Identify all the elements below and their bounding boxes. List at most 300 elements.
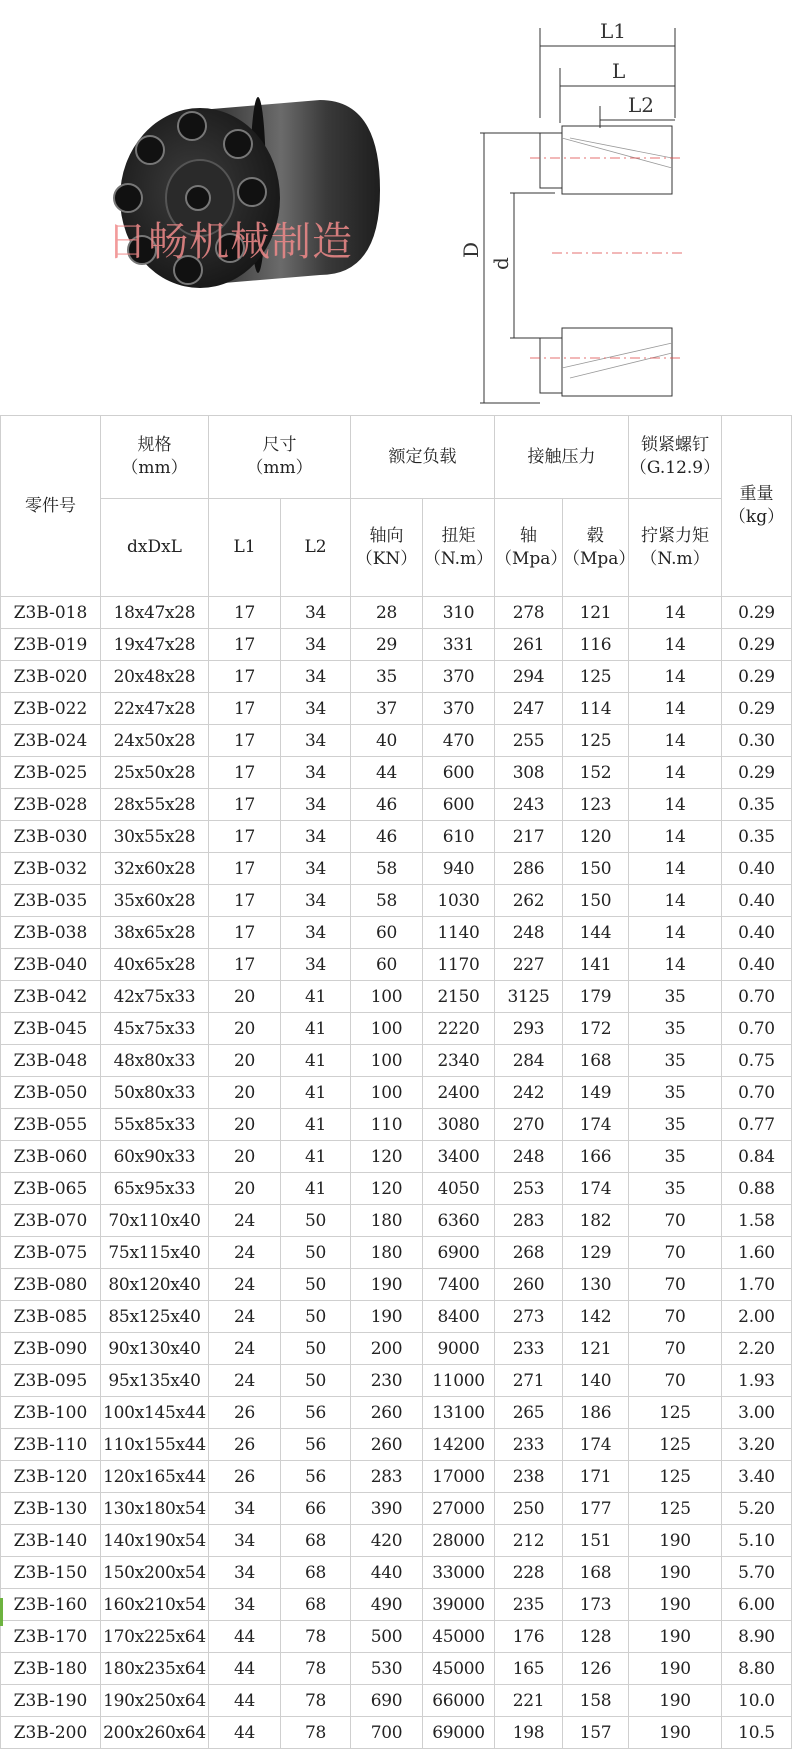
table-cell: 34 [209, 1557, 281, 1589]
table-cell: 174 [563, 1109, 629, 1141]
table-cell: 2400 [423, 1077, 495, 1109]
table-cell: 149 [563, 1077, 629, 1109]
header-illustration [0, 0, 791, 415]
table-cell: 110x155x44 [101, 1429, 209, 1461]
table-cell: Z3B-190 [1, 1685, 101, 1717]
table-cell: 34 [281, 821, 351, 853]
table-cell: 1.93 [722, 1365, 792, 1397]
table-cell: 190 [629, 1621, 722, 1653]
table-cell: 310 [423, 597, 495, 629]
table-cell: Z3B-200 [1, 1717, 101, 1749]
table-cell: 17 [209, 821, 281, 853]
table-cell: Z3B-065 [1, 1173, 101, 1205]
table-cell: 151 [563, 1525, 629, 1557]
table-cell: 29 [351, 629, 423, 661]
table-cell: 50 [281, 1333, 351, 1365]
table-row [1, 1685, 792, 1717]
table-cell: Z3B-090 [1, 1333, 101, 1365]
table-cell: 40x65x28 [101, 949, 209, 981]
table-cell: 1.58 [722, 1205, 792, 1237]
table-cell: 260 [351, 1429, 423, 1461]
table-cell: 3400 [423, 1141, 495, 1173]
table-cell: 34 [281, 789, 351, 821]
table-row [1, 1429, 792, 1461]
table-cell: 26 [209, 1397, 281, 1429]
table-row [1, 1717, 792, 1749]
table-cell: 35 [629, 1013, 722, 1045]
table-cell: 9000 [423, 1333, 495, 1365]
table-cell: 141 [563, 949, 629, 981]
table-cell: 4050 [423, 1173, 495, 1205]
table-cell: 24 [209, 1269, 281, 1301]
table-cell: 20 [209, 1013, 281, 1045]
table-cell: 190x250x64 [101, 1685, 209, 1717]
table-cell: 41 [281, 981, 351, 1013]
table-cell: 3080 [423, 1109, 495, 1141]
table-cell: 34 [281, 949, 351, 981]
table-cell: 125 [563, 725, 629, 757]
table-row [1, 981, 792, 1013]
table-cell: 228 [495, 1557, 563, 1589]
table-cell: 6.00 [722, 1589, 792, 1621]
table-cell: 273 [495, 1301, 563, 1333]
table-cell: Z3B-110 [1, 1429, 101, 1461]
table-cell: 65x95x33 [101, 1173, 209, 1205]
subheader-hub: 毂 （Mpa） [563, 499, 629, 597]
table-cell: 25x50x28 [101, 757, 209, 789]
table-cell: 120 [563, 821, 629, 853]
table-cell: 22x47x28 [101, 693, 209, 725]
table-cell: 26 [209, 1461, 281, 1493]
table-row [1, 1461, 792, 1493]
table-cell: 28000 [423, 1525, 495, 1557]
table-cell: 35 [629, 981, 722, 1013]
table-cell: 182 [563, 1205, 629, 1237]
table-cell: 24 [209, 1333, 281, 1365]
table-cell: 28x55x28 [101, 789, 209, 821]
table-cell: 250 [495, 1493, 563, 1525]
table-cell: 41 [281, 1173, 351, 1205]
table-row [1, 661, 792, 693]
table-cell: 125 [563, 661, 629, 693]
table-cell: 0.29 [722, 693, 792, 725]
table-cell: 125 [629, 1493, 722, 1525]
table-cell: 8.80 [722, 1653, 792, 1685]
table-cell: 440 [351, 1557, 423, 1589]
table-cell: 38x65x28 [101, 917, 209, 949]
table-cell: 34 [209, 1525, 281, 1557]
table-cell: 14 [629, 949, 722, 981]
table-cell: Z3B-022 [1, 693, 101, 725]
table-cell: 33000 [423, 1557, 495, 1589]
table-cell: 80x120x40 [101, 1269, 209, 1301]
table-cell: 212 [495, 1525, 563, 1557]
table-cell: 242 [495, 1077, 563, 1109]
subheader-dxdxl: dxDxL [101, 499, 209, 597]
table-cell: 39000 [423, 1589, 495, 1621]
table-cell: 78 [281, 1685, 351, 1717]
table-cell: 190 [629, 1653, 722, 1685]
table-cell: 45000 [423, 1621, 495, 1653]
table-cell: 14 [629, 597, 722, 629]
table-cell: 56 [281, 1429, 351, 1461]
table-cell: 190 [629, 1525, 722, 1557]
table-row [1, 1301, 792, 1333]
svg-text:L1: L1 [600, 19, 627, 43]
table-cell: 18x47x28 [101, 597, 209, 629]
table-cell: Z3B-160 [1, 1589, 101, 1621]
table-cell: 128 [563, 1621, 629, 1653]
table-cell: 120 [351, 1173, 423, 1205]
table-cell: 490 [351, 1589, 423, 1621]
table-cell: 1.60 [722, 1237, 792, 1269]
table-cell: 0.88 [722, 1173, 792, 1205]
subheader-l1: L1 [209, 499, 281, 597]
table-cell: 253 [495, 1173, 563, 1205]
table-cell: 34 [281, 597, 351, 629]
table-cell: Z3B-045 [1, 1013, 101, 1045]
table-cell: Z3B-028 [1, 789, 101, 821]
table-cell: 157 [563, 1717, 629, 1749]
table-cell: 50x80x33 [101, 1077, 209, 1109]
table-cell: 0.30 [722, 725, 792, 757]
table-cell: 90x130x40 [101, 1333, 209, 1365]
table-cell: 20x48x28 [101, 661, 209, 693]
table-cell: 130x180x54 [101, 1493, 209, 1525]
table-cell: 44 [209, 1717, 281, 1749]
table-cell: 19x47x28 [101, 629, 209, 661]
table-cell: 45x75x33 [101, 1013, 209, 1045]
table-cell: 230 [351, 1365, 423, 1397]
table-cell: 0.84 [722, 1141, 792, 1173]
table-cell: 34 [209, 1493, 281, 1525]
table-cell: 140 [563, 1365, 629, 1397]
table-cell: 173 [563, 1589, 629, 1621]
table-cell: 46 [351, 789, 423, 821]
table-row [1, 821, 792, 853]
table-cell: 11000 [423, 1365, 495, 1397]
table-cell: 32x60x28 [101, 853, 209, 885]
table-cell: 0.70 [722, 1013, 792, 1045]
table-cell: 500 [351, 1621, 423, 1653]
table-cell: 265 [495, 1397, 563, 1429]
table-cell: 0.35 [722, 789, 792, 821]
table-cell: 14 [629, 629, 722, 661]
table-row [1, 885, 792, 917]
table-cell: 35 [629, 1141, 722, 1173]
table-cell: 278 [495, 597, 563, 629]
table-row [1, 693, 792, 725]
table-cell: 17000 [423, 1461, 495, 1493]
subheader-shaft: 轴 （Mpa） [495, 499, 563, 597]
table-cell: 150 [563, 853, 629, 885]
table-cell: 68 [281, 1589, 351, 1621]
table-cell: Z3B-150 [1, 1557, 101, 1589]
table-row [1, 1397, 792, 1429]
table-cell: 50 [281, 1269, 351, 1301]
table-cell: 34 [281, 693, 351, 725]
table-cell: 95x135x40 [101, 1365, 209, 1397]
table-cell: 110 [351, 1109, 423, 1141]
table-row [1, 1045, 792, 1077]
table-row [1, 1589, 792, 1621]
table-cell: 34 [281, 885, 351, 917]
table-cell: 50 [281, 1205, 351, 1237]
table-cell: Z3B-020 [1, 661, 101, 693]
table-row [1, 1205, 792, 1237]
table-cell: 268 [495, 1237, 563, 1269]
header-spec: 规格 （mm） [101, 416, 209, 499]
table-cell: 174 [563, 1429, 629, 1461]
table-row [1, 1653, 792, 1685]
table-cell: 44 [351, 757, 423, 789]
table-cell: Z3B-130 [1, 1493, 101, 1525]
table-row [1, 1141, 792, 1173]
table-cell: 34 [281, 725, 351, 757]
table-cell: 270 [495, 1109, 563, 1141]
table-cell: 44 [209, 1653, 281, 1685]
table-cell: 17 [209, 917, 281, 949]
table-cell: 40 [351, 725, 423, 757]
table-cell: Z3B-018 [1, 597, 101, 629]
table-row [1, 949, 792, 981]
table-cell: 2.20 [722, 1333, 792, 1365]
table-cell: 66 [281, 1493, 351, 1525]
table-cell: 0.40 [722, 885, 792, 917]
table-cell: 255 [495, 725, 563, 757]
table-cell: 55x85x33 [101, 1109, 209, 1141]
table-cell: 1030 [423, 885, 495, 917]
table-cell: 171 [563, 1461, 629, 1493]
table-cell: 165 [495, 1653, 563, 1685]
table-cell: 17 [209, 853, 281, 885]
table-cell: 78 [281, 1653, 351, 1685]
table-row [1, 917, 792, 949]
table-cell: 14 [629, 821, 722, 853]
table-cell: Z3B-080 [1, 1269, 101, 1301]
table-cell: 168 [563, 1045, 629, 1077]
table-cell: 370 [423, 693, 495, 725]
table-cell: 70 [629, 1205, 722, 1237]
table-cell: 34 [281, 917, 351, 949]
table-cell: 610 [423, 821, 495, 853]
table-cell: 13100 [423, 1397, 495, 1429]
table-cell: 5.10 [722, 1525, 792, 1557]
table-cell: 69000 [423, 1717, 495, 1749]
table-cell: 44 [209, 1685, 281, 1717]
table-cell: 260 [495, 1269, 563, 1301]
table-cell: 1170 [423, 949, 495, 981]
svg-text:D: D [459, 241, 483, 258]
table-cell: 166 [563, 1141, 629, 1173]
table-cell: Z3B-050 [1, 1077, 101, 1109]
table-cell: 286 [495, 853, 563, 885]
table-cell: 34 [209, 1589, 281, 1621]
subheader-l2: L2 [281, 499, 351, 597]
table-row [1, 1077, 792, 1109]
table-row [1, 725, 792, 757]
table-cell: 390 [351, 1493, 423, 1525]
table-cell: 176 [495, 1621, 563, 1653]
table-cell: 17 [209, 757, 281, 789]
table-cell: 294 [495, 661, 563, 693]
table-cell: 100 [351, 1013, 423, 1045]
table-cell: 233 [495, 1333, 563, 1365]
table-cell: 233 [495, 1429, 563, 1461]
table-cell: Z3B-040 [1, 949, 101, 981]
table-cell: 144 [563, 917, 629, 949]
table-cell: 20 [209, 1109, 281, 1141]
table-cell: Z3B-024 [1, 725, 101, 757]
table-cell: 227 [495, 949, 563, 981]
table-cell: 217 [495, 821, 563, 853]
table-cell: Z3B-042 [1, 981, 101, 1013]
header-weight: 重量 （kg） [722, 416, 792, 597]
table-cell: 172 [563, 1013, 629, 1045]
subheader-tighten: 拧紧力矩 （N.m） [629, 499, 722, 597]
table-cell: 68 [281, 1557, 351, 1589]
table-row [1, 1493, 792, 1525]
table-cell: 14 [629, 917, 722, 949]
table-cell: 17 [209, 693, 281, 725]
table-cell: 70 [629, 1269, 722, 1301]
table-cell: Z3B-038 [1, 917, 101, 949]
table-cell: Z3B-170 [1, 1621, 101, 1653]
subheader-axial: 轴向 （KN） [351, 499, 423, 597]
technical-drawing [459, 8, 785, 413]
table-cell: 100 [351, 981, 423, 1013]
table-cell: 0.29 [722, 661, 792, 693]
table-cell: 150 [563, 885, 629, 917]
table-cell: 190 [351, 1301, 423, 1333]
table-cell: 17 [209, 789, 281, 821]
table-cell: 690 [351, 1685, 423, 1717]
table-cell: 17 [209, 597, 281, 629]
table-cell: Z3B-055 [1, 1109, 101, 1141]
table-cell: 2.00 [722, 1301, 792, 1333]
table-cell: 600 [423, 789, 495, 821]
table-cell: 24x50x28 [101, 725, 209, 757]
table-cell: 120x165x44 [101, 1461, 209, 1493]
table-cell: 34 [281, 757, 351, 789]
table-cell: Z3B-060 [1, 1141, 101, 1173]
table-cell: 10.0 [722, 1685, 792, 1717]
table-cell: 308 [495, 757, 563, 789]
table-cell: 14 [629, 789, 722, 821]
table-cell: 24 [209, 1205, 281, 1237]
table-cell: Z3B-032 [1, 853, 101, 885]
table-row [1, 1109, 792, 1141]
table-cell: Z3B-140 [1, 1525, 101, 1557]
table-cell: 41 [281, 1013, 351, 1045]
table-cell: 35 [629, 1045, 722, 1077]
table-cell: 56 [281, 1397, 351, 1429]
table-cell: 261 [495, 629, 563, 661]
row-marker [0, 1598, 3, 1626]
table-cell: 125 [629, 1429, 722, 1461]
table-cell: 530 [351, 1653, 423, 1685]
table-cell: 20 [209, 1045, 281, 1077]
table-cell: 17 [209, 949, 281, 981]
table-cell: 45000 [423, 1653, 495, 1685]
table-cell: 0.29 [722, 757, 792, 789]
table-cell: 0.35 [722, 821, 792, 853]
table-cell: 190 [629, 1685, 722, 1717]
table-cell: 283 [351, 1461, 423, 1493]
table-cell: 3.00 [722, 1397, 792, 1429]
table-cell: 3.20 [722, 1429, 792, 1461]
table-cell: 30x55x28 [101, 821, 209, 853]
table-cell: 370 [423, 661, 495, 693]
table-cell: 114 [563, 693, 629, 725]
table-row [1, 853, 792, 885]
table-cell: 56 [281, 1461, 351, 1493]
table-cell: 150x200x54 [101, 1557, 209, 1589]
table-row [1, 1269, 792, 1301]
table-cell: 14 [629, 853, 722, 885]
table-cell: 35 [629, 1173, 722, 1205]
table-cell: 0.70 [722, 1077, 792, 1109]
table-cell: 0.40 [722, 949, 792, 981]
table-cell: 24 [209, 1237, 281, 1269]
svg-text:L2: L2 [628, 93, 655, 117]
table-cell: 14 [629, 693, 722, 725]
table-cell: 0.75 [722, 1045, 792, 1077]
table-cell: 200x260x64 [101, 1717, 209, 1749]
table-cell: 600 [423, 757, 495, 789]
table-cell: 180x235x64 [101, 1653, 209, 1685]
table-cell: 20 [209, 1173, 281, 1205]
table-row [1, 1365, 792, 1397]
table-cell: Z3B-048 [1, 1045, 101, 1077]
table-cell: 420 [351, 1525, 423, 1557]
table-cell: 0.29 [722, 597, 792, 629]
table-cell: 85x125x40 [101, 1301, 209, 1333]
table-cell: 5.70 [722, 1557, 792, 1589]
table-cell: 70 [629, 1333, 722, 1365]
table-cell: 100 [351, 1045, 423, 1077]
table-cell: 221 [495, 1685, 563, 1717]
header-rated-load: 额定负载 [351, 416, 495, 499]
table-cell: 14 [629, 661, 722, 693]
table-cell: 66000 [423, 1685, 495, 1717]
table-cell: 70 [629, 1301, 722, 1333]
table-cell: 130 [563, 1269, 629, 1301]
table-cell: 170x225x64 [101, 1621, 209, 1653]
table-cell: 293 [495, 1013, 563, 1045]
table-cell: 247 [495, 693, 563, 725]
table-cell: 50 [281, 1365, 351, 1397]
table-cell: 20 [209, 1141, 281, 1173]
table-cell: 35 [629, 1109, 722, 1141]
table-cell: 142 [563, 1301, 629, 1333]
table-cell: 700 [351, 1717, 423, 1749]
table-cell: 8.90 [722, 1621, 792, 1653]
table-cell: 160x210x54 [101, 1589, 209, 1621]
table-cell: 235 [495, 1589, 563, 1621]
table-cell: 27000 [423, 1493, 495, 1525]
table-cell: 17 [209, 629, 281, 661]
table-cell: 0.70 [722, 981, 792, 1013]
table-row [1, 1621, 792, 1653]
table-row [1, 1557, 792, 1589]
table-cell: 41 [281, 1141, 351, 1173]
table-cell: 129 [563, 1237, 629, 1269]
table-cell: 35 [629, 1077, 722, 1109]
table-cell: 14 [629, 885, 722, 917]
table-cell: 41 [281, 1109, 351, 1141]
table-cell: 42x75x33 [101, 981, 209, 1013]
